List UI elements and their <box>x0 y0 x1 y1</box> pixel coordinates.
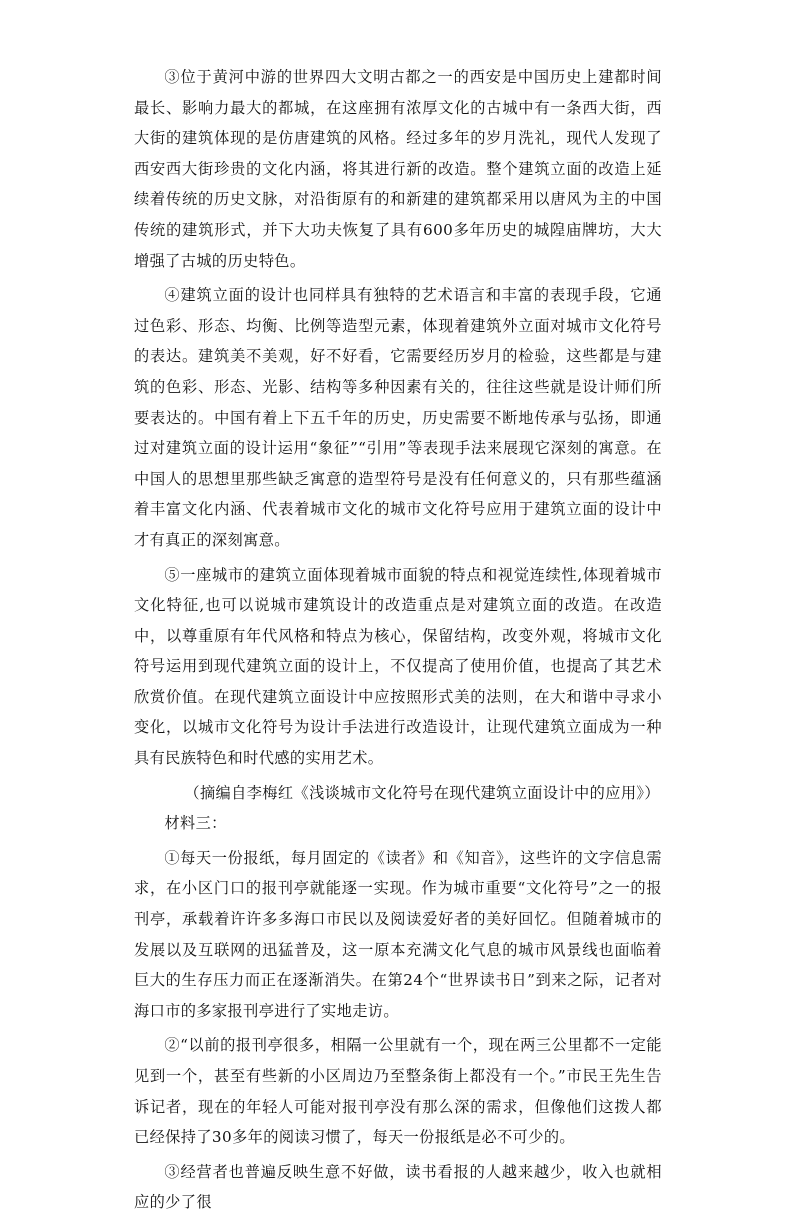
material-paragraph-1: ①每天一份报纸，每月固定的《读者》和《知音》，这些许的文字信息需求，在小区门口的报刊亭就能逐一实现。作为城市重要“文化符号”之一的报刊亭，承载着许许多多海口市民以及阅读爱好者的美好回忆。但随着城市的发展以及互联网的迅猛普及，这一原本充满文化气息的城市风景线也面临着巨大的生存压力而正在逐渐消失。在第24个“世界读书日”到来之际，记者对海口市的多家报刊亭进行了实地走访。 <box>134 848 662 1020</box>
material-paragraph-2: ②“以前的报刊亭很多，相隔一公里就有一个，现在两三公里都不一定能见到一个，甚至有些新的小区周边乃至整条街上都没有一个。”市民王先生告诉记者，现在的年轻人可能对报刊亭没有那么深的需求，但像他们这拨人都已经保持了30多年的阅读习惯了，每天一份报纸是必不可少的。 <box>134 1036 662 1147</box>
document-body <box>134 62 662 1218</box>
source-citation: （摘编自李梅红《浅谈城市文化符号在现代建筑立面设计中的应用》） <box>184 783 660 802</box>
paragraph-4: ④建筑立面的设计也同样具有独特的艺术语言和丰富的表现手段，它通过色彩、形态、均衡、比例等造型元素，体现着建筑外立面对城市文化符号的表达。建筑美不美观，好不好看，它需要经历岁月的检验，这些都是与建筑的色彩、形态、光影、结构等多种因素有关的，往往这些就是设计师们所要表达的。中国有着上下五千年的历史，历史需要不断地传承与弘扬，即通过对建筑立面的设计运用“象征”“引用”等表现手法来展现它深刻的寓意。在中国人的思想里那些缺乏寓意的造型符号是没有任何意义的，只有那些蕴涵着丰富文化内涵、代表着城市文化的城市文化符号应用于建筑立面的设计中才有真正的深刻寓意。 <box>134 286 662 549</box>
material-paragraph-3: ③经营者也普遍反映生意不好做，读书看报的人越来越少，收入也就相应的少了很 <box>134 1162 662 1212</box>
material-three-label: 材料三： <box>164 814 227 833</box>
paragraph-3: ③位于黄河中游的世界四大文明古都之一的西安是中国历史上建都时间最长、影响力最大的都城，在这座拥有浓厚文化的古城中有一条西大街，西大街的建筑体现的是仿唐建筑的风格。经过多年的岁月洗礼，现代人发现了西安西大街珍贵的文化内涵，将其进行新的改造。整个建筑立面的改造上延续着传统的历史文脉，对沿街原有的和新建的建筑都采用以唐风为主的中国传统的建筑形式，并下大功夫恢复了具有600多年历史的城隍庙牌坊，大大增强了古城的历史特色。 <box>134 68 662 270</box>
paragraph-5: ⑤一座城市的建筑立面体现着城市面貌的特点和视觉连续性,体现着城市文化特征,也可以说城市建筑设计的改造重点是对建筑立面的改造。在改造中，以尊重原有年代风格和特点为核心，保留结构，改变外观，将城市文化符号运用到现代建筑立面的设计上，不仅提高了使用价值，也提高了其艺术欣赏价值。在现代建筑立面设计中应按照形式美的法则，在大和谐中寻求小变化，以城市文化符号为设计手法进行改造设计，让现代建筑立面成为一种具有民族特色和时代感的实用艺术。 <box>134 565 662 768</box>
